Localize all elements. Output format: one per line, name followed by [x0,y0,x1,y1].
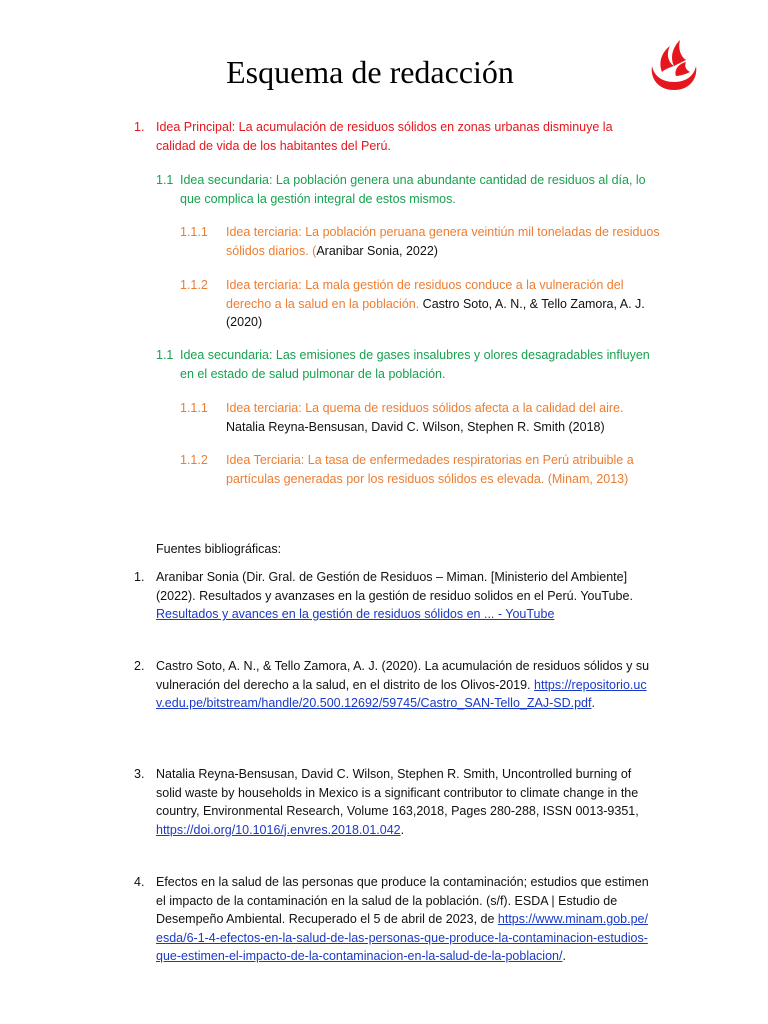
reference-4-link[interactable]: https://www.minam.gob.pe/esda/6-1-4-efectos-en-la-salud-de-las-personas-que-produce-la-contaminacion-estudios-que-estimen-el-impacto-de-la-contaminacion-en-la-salud-de-la-poblacion/ [156,912,648,963]
idea-secundaria-2: 1.1 Idea secundaria: Las emisiones de gases insalubres y olores desagradables influyen en el estado de salud pulmonar de la población. [156,348,650,381]
reference-3: 3. Natalia Reyna-Bensusan, David C. Wilson, Stephen R. Smith, Uncontrolled burning of solid waste by households in Mexico is a significant contributor to climate change in the country, Environmental Research, Volume 163,2018, Pages 280-288, ISSN 0013-9351, https://doi.org/10.1016/j.envres.2018.01.042. [134,767,639,837]
idea-terciaria-1: 1.1.1 Idea terciaria: La población peruana genera veintiún mil toneladas de residuos sólidos diarios. (Aranibar Sonia, 2022) [180,225,660,258]
idea-secundaria-1: 1.1 Idea secundaria: La población genera una abundante cantidad de residuos al día, lo que complica la gestión integral de estos mismos. [156,173,646,206]
reference-2-link[interactable]: https://repositorio.ucv.edu.pe/bitstream/handle/20.500.12692/59745/Castro_SAN-Tello_ZAJ-SD.pdf [156,677,647,710]
idea-terciaria-4: 1.1.2 Idea Terciaria: La tasa de enfermedades respiratorias en Perú atribuible a partículas generadas por los residuos sólidos es elevada. (Minam, 2013) [180,453,634,486]
reference-4: 4. Efectos en la salud de las personas que produce la contaminación; estudios que estimen el impacto de la contaminación en la salud de la población. (s/f). ESDA | Estudio de Desempeño Ambiental. Recuperado el 5 de abril de 2023, de https://www.minam.gob.pe/esda/6-1-4-efectos-en-la-salud-de-las-personas-que-produce-la-contaminacion-estudios-que-estimen-el-impacto-de-la-contaminacion-en-la-salud-de-la-poblacion/. [134,875,649,963]
reference-3-link[interactable]: https://doi.org/10.1016/j.envres.2018.01.042 [156,822,401,837]
reference-1: 1. Aranibar Sonia (Dir. Gral. de Gestión de Residuos – Miman. [Ministerio del Ambiente] (2022). Resultados y avanzases en la gestión de residuo solidos en el Perú. YouTube. Resultados y avances en la gestión de residuos sólidos en ... - YouTube [134,570,633,621]
reference-2: 2. Castro Soto, A. N., & Tello Zamora, A. J. (2020). La acumulación de residuos sólidos y su vulneración del derecho a la salud, en el distrito de los Olivos-2019. https://repositorio.ucv.edu.pe/bitstream/handle/20.500.12692/59745/Castro_SAN-Tello_ZAJ-SD.pdf. [134,659,650,710]
idea-terciaria-3: 1.1.1 Idea terciaria: La quema de residuos sólidos afecta a la calidad del aire. Natalia Reyna-Bensusan, David C. Wilson, Stephen R. Smith (2018) [180,401,624,434]
fuentes-heading: Fuentes bibliográficas: [156,542,282,556]
reference-1-link[interactable]: Resultados y avances en la gestión de residuos sólidos en ... - YouTube [156,607,555,621]
idea-principal: 1. Idea Principal: La acumulación de residuos sólidos en zonas urbanas disminuye la calidad de vida de los habitantes del Perú. [134,120,613,153]
idea-terciaria-2: 1.1.2 Idea terciaria: La mala gestión de residuos conduce a la vulneración del derecho a la salud en la población. Castro Soto, A. N., & Tello Zamora, A. J. (2020) [180,278,645,329]
page-title: Esquema de redacción [226,54,514,90]
